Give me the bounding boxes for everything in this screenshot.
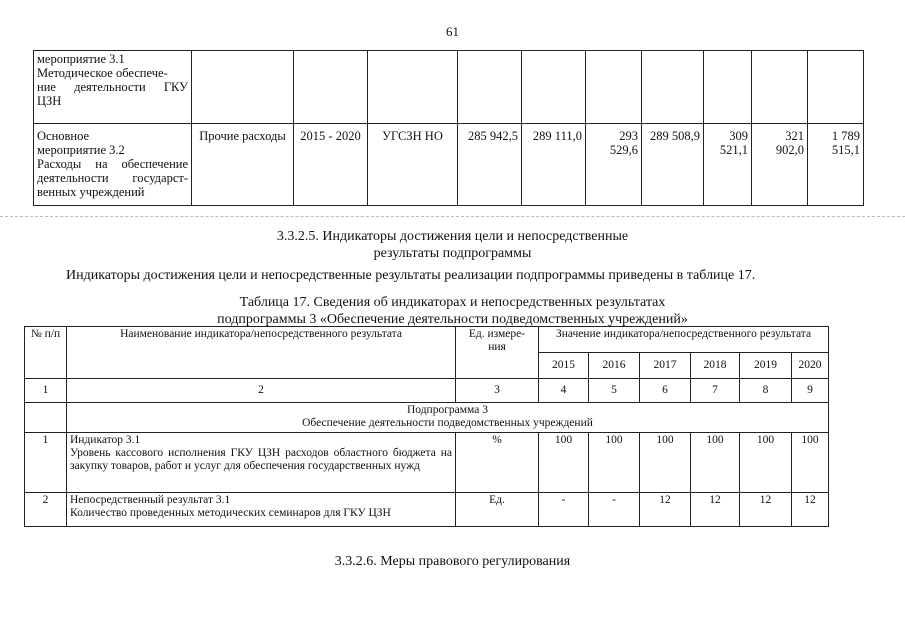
row-value: 100 [640,433,691,493]
table-cell: Прочие расходы [192,124,294,206]
table-cell [458,51,522,124]
row-value: 12 [792,493,829,527]
row-num: 2 [25,493,67,527]
column-number: 3 [456,379,539,403]
page-separator [0,216,905,217]
table-cell: 309 521,1 [704,124,752,206]
budget-row-name: Основное мероприятие 3.2 Расходы на обеспечение деятельности государст- венных учреждений [34,124,192,206]
column-number: 9 [792,379,829,403]
budget-row-name: мероприятие 3.1 Методическое обеспече- ние деятельности ГКУ ЦЗН [34,51,192,124]
header-unit: Ед. измере- ния [456,327,539,379]
column-number: 8 [740,379,792,403]
header-name: Наименование индикатора/непосредственного результата [67,327,456,379]
table-cell: 293 529,6 [586,124,642,206]
table-row [34,51,864,124]
row-value: 12 [640,493,691,527]
table-cell: 1 789 515,1 [808,124,864,206]
column-number: 2 [67,379,456,403]
table-cell [704,51,752,124]
table-row [34,124,864,206]
table-row [25,493,829,527]
table-caption: Таблица 17. Сведения об индикаторах и непосредственных результатах подпрограммы 3 «Обеспечение деятельности подведомственных учреждений» [217,295,688,327]
row-value: - [539,493,589,527]
indicator-name: Индикатор 3.1 Уровень кассового исполнения ГКУ ЦЗН расходов областного бюджета на закупку товаров, работ и услуг для обеспечения государственных нужд [67,433,456,493]
indicator-name: Непосредственный результат 3.1 Количество проведенных методических семинаров для ГКУ ЦЗН [67,493,456,527]
table-cell [586,51,642,124]
table-cell: 289 508,9 [642,124,704,206]
table-cell [368,51,458,124]
column-number: 4 [539,379,589,403]
header-year: 2016 [589,353,640,379]
header-year: 2018 [691,353,740,379]
table-cell [192,51,294,124]
table-cell [522,51,586,124]
table-cell [294,51,368,124]
column-number: 7 [691,379,740,403]
header-values: Значение индикатора/непосредственного результата [539,327,829,353]
row-value: 100 [792,433,829,493]
row-value: 12 [740,493,792,527]
header-year: 2019 [740,353,792,379]
row-unit: Ед. [456,493,539,527]
header-num: № п/п [25,327,67,379]
column-numbers-row [25,379,829,403]
row-num: 1 [25,433,67,493]
row-value: 100 [539,433,589,493]
budget-table [33,50,864,206]
table-cell [642,51,704,124]
next-section-heading: 3.3.2.6. Меры правового регулирования [334,554,571,569]
table-header-row [25,327,829,353]
table-cell [25,403,67,433]
page-number: 61 [446,24,459,39]
table-cell [752,51,808,124]
table-cell: 285 942,5 [458,124,522,206]
header-year: 2017 [640,353,691,379]
row-value: 100 [589,433,640,493]
table-cell: 2015 - 2020 [294,124,368,206]
column-number: 5 [589,379,640,403]
table-row [25,433,829,493]
header-year: 2020 [792,353,829,379]
subprogram-title: Подпрограмма 3 Обеспечение деятельности подведомственных учреждений [67,403,829,433]
table-cell: 289 111,0 [522,124,586,206]
row-unit: % [456,433,539,493]
table-cell: УГСЗН НО [368,124,458,206]
indicators-table [24,326,829,527]
row-value: 100 [691,433,740,493]
subprogram-row [25,403,829,433]
intro-paragraph: Индикаторы достижения цели и непосредственные результаты реализации подпрограммы приведены в таблице 17. [66,268,756,283]
table-cell [808,51,864,124]
row-value: 100 [740,433,792,493]
table-cell: 321 902,0 [752,124,808,206]
column-number: 1 [25,379,67,403]
column-number: 6 [640,379,691,403]
row-value: - [589,493,640,527]
row-value: 12 [691,493,740,527]
section-heading: 3.3.2.5. Индикаторы достижения цели и непосредственные результаты подпрограммы [276,229,629,261]
header-year: 2015 [539,353,589,379]
